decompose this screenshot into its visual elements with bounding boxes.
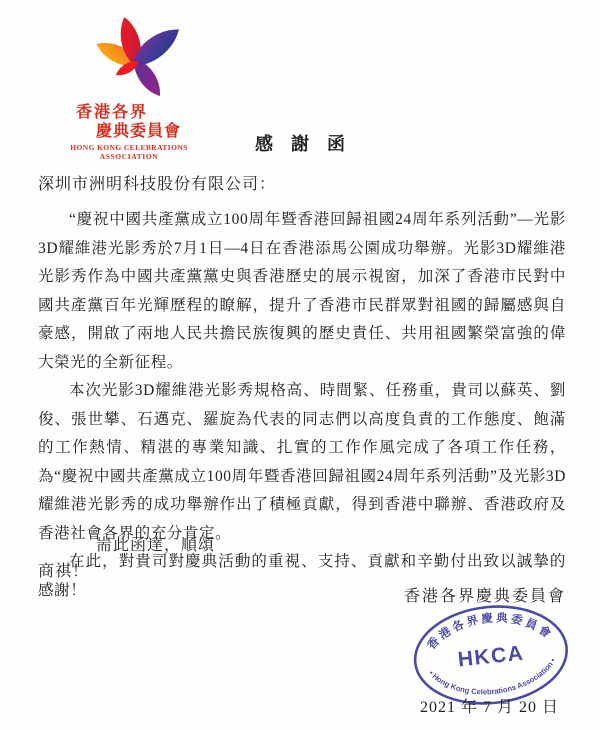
stamp-english-arc-text: • Hong Kong Celebrations Association • [427,656,558,697]
flower-logo-icon [84,8,184,104]
closing-salutation: 耑此函達，順頌 [96,537,216,554]
stamp-chinese-arc-text: 香 港 各 界 慶 典 委 員 會 [425,612,553,653]
closing-wish: 商祺！ [38,563,90,580]
letter-title: 感 謝 函 [255,134,345,154]
paragraph-3: 在此，對貴司對慶典活動的重視、支持、貢獻和辛勤付出致以誠摯的感謝！ [38,553,566,599]
logo-chinese-line2: 慶典委員會 [96,123,182,140]
signature-organization: 香港各界慶典委員會 [403,588,566,605]
paragraph-1: “慶祝中國共產黨成立100周年暨香港回歸祖國24周年系列活動”—光影3D耀維港光影秀於7月1日—4日在香港添馬公園成功舉辦。光影3D耀維港光影秀作為中國共產黨黨史與香港歷史的展示視窗，加深了香港市民對中國共產黨百年光輝歷程的瞭解，提升了香港市民群眾對祖國的歸屬感與自豪感，開啟了兩地人民共擔民族復興的歷史責任、共用祖國繁榮富強的偉大榮光的全新征程。 [38,211,566,371]
logo-english-line1: HONG KONG CELEBRATIONS [70,143,188,152]
letter-date: 2021 年 7 月 20 日 [420,699,560,716]
stamp-center-acronym: HKCA [456,641,526,672]
logo-chinese-line1: 香港各界 [76,104,149,121]
paragraph-2: 本次光影3D耀維港光影秀規格高、時間緊、任務重，貴司以蘇英、劉俊、張世攀、石邁克、羅旋為代表的同志們以高度負責的工作態度、飽滿的工作熱情、精湛的專業知識、扎實的工作作風完成了各項工作任務，為“慶祝中國共產黨成立100周年暨香港回歸祖國24周年系列活動”及光影3D耀維港光影秀的成功舉辦作出了積極貢獻，得到香港中聯辦、香港政府及香港社會各界的充分肯定。 [38,382,566,542]
logo-english-line2: ASSOCIATION [99,152,159,161]
recipient-line: 深圳市洲明科技股份有限公司： [38,176,277,193]
